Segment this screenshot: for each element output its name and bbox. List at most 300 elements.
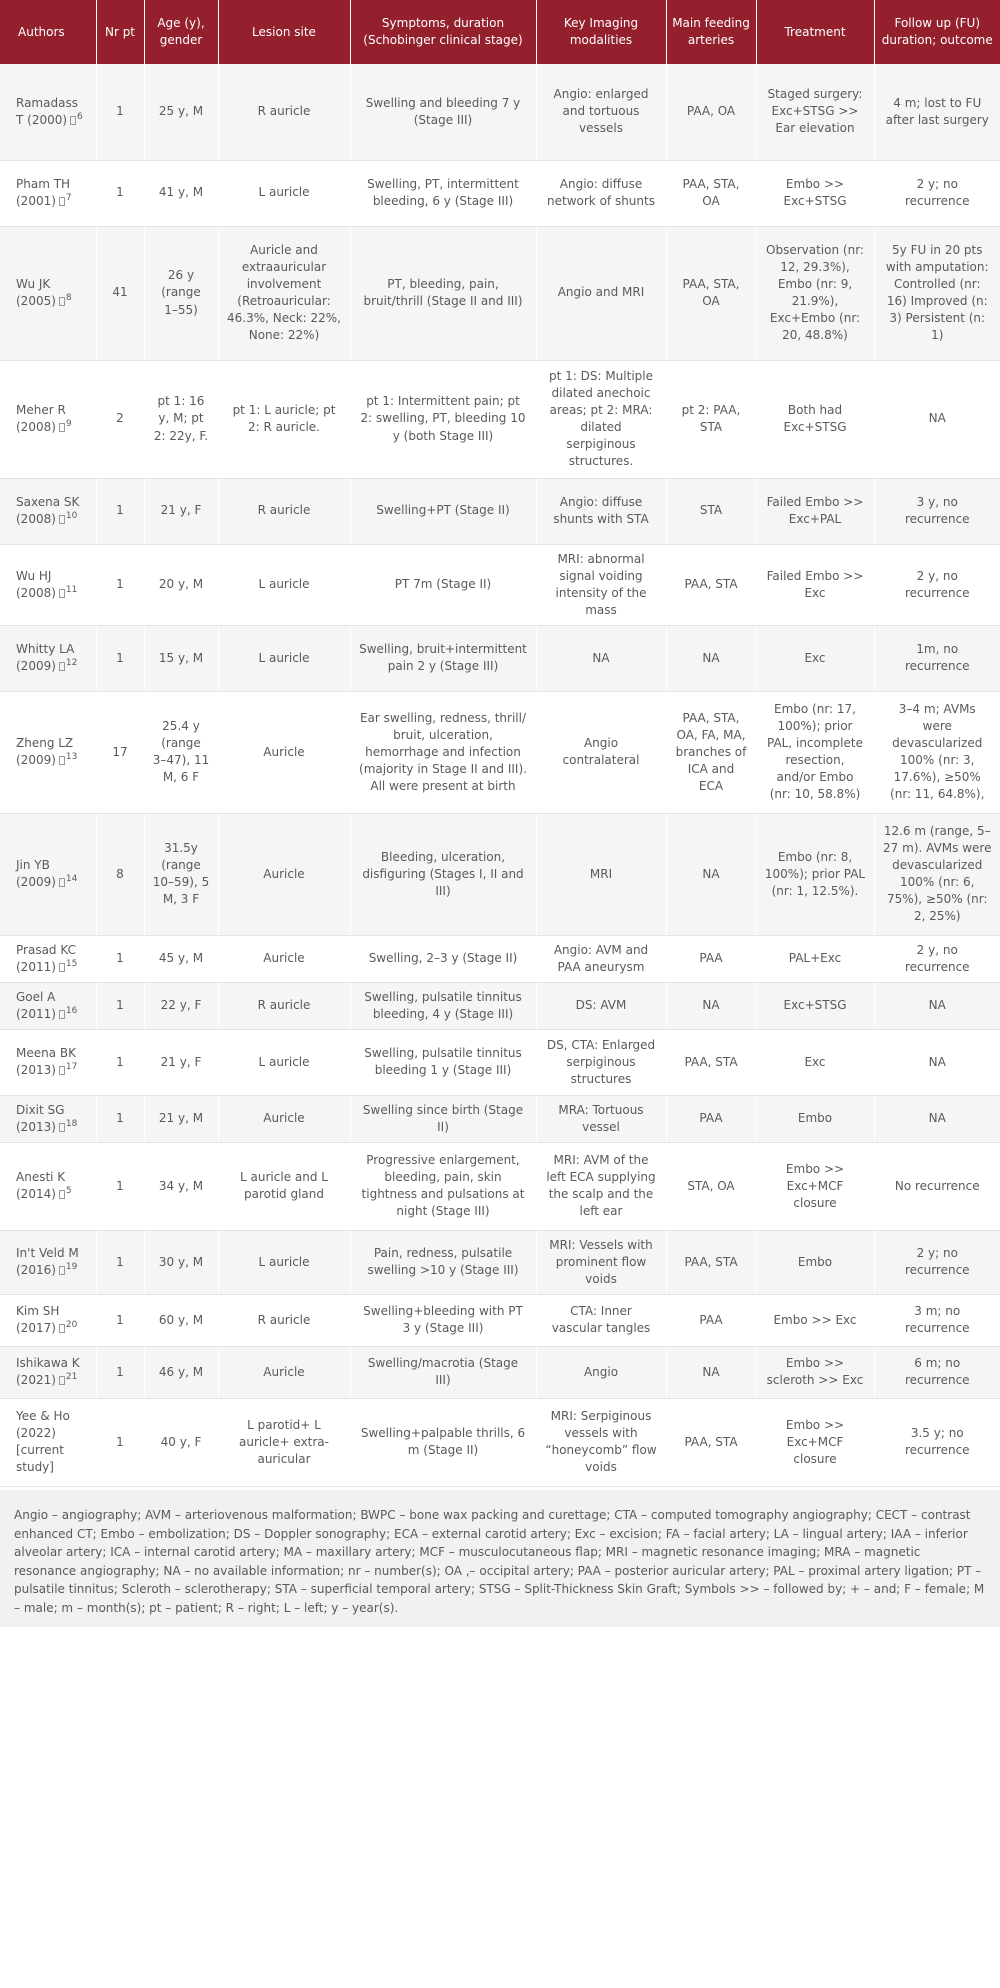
reference-link-icon[interactable] xyxy=(59,297,65,306)
site-text: L auricle xyxy=(258,1254,310,1269)
table-row xyxy=(0,1346,1000,1398)
author-text: Ishikawa K (2021) xyxy=(16,1356,80,1388)
arteries-text: PAA, STA, OA xyxy=(682,276,740,308)
cell-site xyxy=(218,1346,350,1398)
site-text: L parotid+ L auricle+ extra-auricular xyxy=(238,1417,329,1466)
cell-symptoms xyxy=(350,1142,536,1230)
table-row xyxy=(0,226,1000,360)
cell-nr xyxy=(96,1095,144,1142)
cell-followup xyxy=(874,1294,1000,1346)
cell-followup xyxy=(874,935,1000,982)
table-header-row xyxy=(0,0,1000,64)
cell-followup xyxy=(874,544,1000,625)
cell-treatment xyxy=(756,935,874,982)
cell-site xyxy=(218,226,350,360)
reference-link-icon[interactable] xyxy=(59,878,65,887)
reference-link-icon[interactable] xyxy=(59,963,65,972)
arteries-text: PAA, OA xyxy=(686,104,736,119)
cell-author xyxy=(0,64,96,160)
followup-text: 2 y; no recurrence xyxy=(904,1246,970,1278)
symptoms-text: Swelling since birth (Stage II) xyxy=(362,1102,524,1134)
followup-text: 2 y; no recurrence xyxy=(904,176,970,208)
imaging-text: Angio: diffuse shunts with STA xyxy=(553,494,649,526)
reference-number[interactable]: 15 xyxy=(65,958,78,969)
cell-symptoms xyxy=(350,691,536,813)
cell-treatment xyxy=(756,226,874,360)
table-row xyxy=(0,625,1000,691)
treatment-text: Embo xyxy=(797,1254,833,1269)
nr-text: 1 xyxy=(116,1178,124,1193)
reference-number[interactable]: 20 xyxy=(65,1320,78,1331)
nr-text: 1 xyxy=(116,1434,124,1449)
nr-text: 8 xyxy=(116,866,124,881)
cell-arteries xyxy=(666,1294,756,1346)
cell-imaging xyxy=(536,478,666,544)
cell-author xyxy=(0,1142,96,1230)
cell-site xyxy=(218,1142,350,1230)
cell-followup xyxy=(874,1398,1000,1486)
followup-text: 4 m; lost to FU after last surgery xyxy=(885,95,989,127)
cell-age xyxy=(144,935,218,982)
cell-symptoms xyxy=(350,1398,536,1486)
table-row xyxy=(0,544,1000,625)
reference-number[interactable]: 6 xyxy=(77,111,83,122)
reference-link-icon[interactable] xyxy=(59,1066,65,1075)
symptoms-text: Swelling+bleeding with PT 3 y (Stage III) xyxy=(363,1304,523,1336)
cell-site xyxy=(218,691,350,813)
age-text: 34 y, M xyxy=(158,1178,204,1193)
cell-author xyxy=(0,691,96,813)
imaging-text: MRI: Vessels with prominent flow voids xyxy=(549,1237,653,1286)
site-text: R auricle xyxy=(257,1312,311,1327)
cell-imaging xyxy=(536,813,666,935)
reference-number[interactable]: 11 xyxy=(65,584,78,595)
author-text: Wu HJ (2008) xyxy=(16,568,56,600)
symptoms-text: Swelling/macrotia (Stage III) xyxy=(367,1356,519,1388)
age-text: 15 y, M xyxy=(158,650,204,665)
cell-arteries xyxy=(666,1029,756,1095)
author-text: Anesti K (2014) xyxy=(16,1170,66,1202)
cell-site xyxy=(218,64,350,160)
cell-symptoms xyxy=(350,226,536,360)
arteries-text: NA xyxy=(702,650,720,665)
reference-link-icon[interactable] xyxy=(59,756,65,765)
reference-link-icon[interactable] xyxy=(59,1266,65,1275)
cell-arteries xyxy=(666,64,756,160)
arteries-text: PAA, STA, OA, FA, MA, branches of ICA and ECA xyxy=(675,710,747,793)
nr-text: 1 xyxy=(116,1364,124,1379)
reference-link-icon[interactable] xyxy=(59,662,65,671)
cell-symptoms xyxy=(350,64,536,160)
site-text: R auricle xyxy=(257,104,311,119)
cell-arteries xyxy=(666,691,756,813)
cell-symptoms xyxy=(350,544,536,625)
cell-symptoms xyxy=(350,360,536,478)
symptoms-text: Swelling, bruit+intermittent pain 2 y (Stage III) xyxy=(359,642,527,674)
age-text: 45 y, M xyxy=(158,951,204,966)
reference-number[interactable]: 10 xyxy=(65,511,78,521)
cell-imaging xyxy=(536,1230,666,1294)
cell-age xyxy=(144,1294,218,1346)
header-symptoms: Symptoms, duration (Schobinger clinical stage) xyxy=(350,0,536,64)
reference-number[interactable]: 9 xyxy=(65,419,72,429)
imaging-text: DS, CTA: Enlarged serpiginous structures xyxy=(546,1037,656,1086)
arteries-text: PAA xyxy=(699,1312,723,1327)
reference-number[interactable]: 12 xyxy=(65,658,78,669)
cell-age xyxy=(144,625,218,691)
imaging-text: MRI: abnormal signal voiding intensity of the mass xyxy=(555,551,647,617)
table-row xyxy=(0,982,1000,1029)
cell-treatment xyxy=(756,1029,874,1095)
cell-symptoms xyxy=(350,1294,536,1346)
cell-treatment xyxy=(756,1095,874,1142)
cell-site xyxy=(218,982,350,1029)
table-row xyxy=(0,1029,1000,1095)
cell-treatment xyxy=(756,691,874,813)
cell-followup xyxy=(874,982,1000,1029)
cell-author xyxy=(0,544,96,625)
reference-link-icon[interactable] xyxy=(59,1123,65,1132)
header-follow-up: Follow up (FU) duration; outcome xyxy=(874,0,1000,64)
table-row xyxy=(0,1294,1000,1346)
header-lesion-site: Lesion site xyxy=(218,0,350,64)
arteries-text: PAA, STA xyxy=(684,1054,738,1069)
cell-followup xyxy=(874,1230,1000,1294)
nr-text: 1 xyxy=(116,577,124,592)
followup-text: 3.5 y; no recurrence xyxy=(904,1426,970,1458)
treatment-text: Failed Embo >> Exc+PAL xyxy=(766,494,864,526)
author-text: Saxena SK (2008) xyxy=(16,494,80,526)
imaging-text: pt 1: DS: Multiple dilated anechoic areas; pt 2: MRA: dilated serpiginous structures. xyxy=(548,368,653,469)
cell-age xyxy=(144,64,218,160)
cell-followup xyxy=(874,813,1000,935)
reference-number[interactable]: 8 xyxy=(65,293,72,303)
symptoms-text: Swelling, PT, intermittent bleeding, 6 y (Stage III) xyxy=(367,176,519,208)
cell-followup xyxy=(874,1029,1000,1095)
cell-symptoms xyxy=(350,625,536,691)
cell-treatment xyxy=(756,1398,874,1486)
cell-site xyxy=(218,1029,350,1095)
cell-age xyxy=(144,160,218,226)
followup-text: 3–4 m; AVMs were devascularized 100% (nr: 3, 17.6%), ≥50% (nr: 11, 64.8%), xyxy=(890,702,985,802)
cell-arteries xyxy=(666,982,756,1029)
site-text: Auricle xyxy=(263,744,305,759)
cell-site xyxy=(218,1398,350,1486)
author-text: Meena BK (2013) xyxy=(16,1046,76,1078)
cell-followup xyxy=(874,160,1000,226)
age-text: 30 y, M xyxy=(158,1254,204,1269)
cell-treatment xyxy=(756,1142,874,1230)
reference-link-icon[interactable] xyxy=(59,423,65,432)
cell-symptoms xyxy=(350,813,536,935)
reference-number[interactable]: 19 xyxy=(65,1262,78,1273)
cell-nr xyxy=(96,1346,144,1398)
cell-arteries xyxy=(666,813,756,935)
arteries-text: PAA xyxy=(699,951,723,966)
nr-text: 1 xyxy=(116,1312,124,1327)
author-text: Jin YB (2009) xyxy=(16,858,56,890)
cell-imaging xyxy=(536,64,666,160)
symptoms-text: Progressive enlargement, bleeding, pain, skin tightness and pulsations at night (Stage III) xyxy=(361,1153,525,1219)
cell-imaging xyxy=(536,1095,666,1142)
site-text: L auricle xyxy=(258,577,310,592)
treatment-text: Embo (nr: 17, 100%); prior PAL, incomplete resection, and/or Embo (nr: 10, 58.8%) xyxy=(767,702,863,802)
age-text: 25.4 y (range 3–47), 11 M, 6 F xyxy=(152,719,210,785)
cell-followup xyxy=(874,478,1000,544)
arteries-text: STA xyxy=(699,503,723,518)
imaging-text: Angio and MRI xyxy=(557,285,645,300)
cell-treatment xyxy=(756,1294,874,1346)
cell-author xyxy=(0,625,96,691)
arteries-text: pt 2: PAA, STA xyxy=(681,402,741,434)
cell-site xyxy=(218,160,350,226)
cell-followup xyxy=(874,625,1000,691)
reference-number[interactable]: 5 xyxy=(65,1186,72,1197)
cell-arteries xyxy=(666,544,756,625)
followup-text: 12.6 m (range, 5–27 m). AVMs were devascularized 100% (nr: 6, 75%), ≥50% (nr: 2, 25%) xyxy=(883,824,992,924)
cell-age xyxy=(144,478,218,544)
reference-number[interactable]: 13 xyxy=(65,752,78,763)
cell-site xyxy=(218,544,350,625)
reference-number[interactable]: 17 xyxy=(65,1062,78,1073)
site-text: Auricle xyxy=(263,866,305,881)
cell-site xyxy=(218,1294,350,1346)
cell-arteries xyxy=(666,478,756,544)
cell-imaging xyxy=(536,1398,666,1486)
reference-number[interactable]: 21 xyxy=(65,1372,78,1383)
imaging-text: Angio: AVM and PAA aneurysm xyxy=(553,942,649,974)
reference-link-icon[interactable] xyxy=(70,116,76,125)
cell-site xyxy=(218,813,350,935)
table-body xyxy=(0,64,1000,1486)
cell-site xyxy=(218,360,350,478)
cell-arteries xyxy=(666,360,756,478)
cell-nr xyxy=(96,1398,144,1486)
reference-link-icon[interactable] xyxy=(59,515,65,524)
table-footnote: Angio – angiography; AVM – arteriovenous malformation; BWPC – bone wax packing and curettage; CTA – computed tomography angiography; CECT – contrast enhanced CT; Embo – embolization; DS – Doppler sonography; ECA – external carotid artery; Exc – excision; FA – facial artery; LA – lingual artery; IAA – inferior alveolar artery; ICA – internal carotid artery; MA – maxillary artery; MCF – musculocutaneous flap; MRI – magnetic resonance imaging; MRA – magnetic resonance angiography; NA – no available information; nr – number(s); OA ,– occipital artery; PAA – posterior auricular artery; PAL – proximal artery ligation; PT – pulsatile tinnitus; Scleroth – sclerotherapy; STA – superficial temporal artery; STSG – Split-Thickness Skin Graft; Symbols >> – followed by; + – and; F – female; M – male; m – month(s); pt – patient; R – right; L – left; y – year(s). xyxy=(0,1490,1000,1628)
table-row xyxy=(0,935,1000,982)
cell-site xyxy=(218,1095,350,1142)
table-row xyxy=(0,360,1000,478)
nr-text: 1 xyxy=(116,998,124,1013)
cell-arteries xyxy=(666,625,756,691)
header-treatment: Treatment xyxy=(756,0,874,64)
treatment-text: Embo >> scleroth >> Exc xyxy=(766,1356,864,1388)
treatment-text: Embo (nr: 8, 100%); prior PAL (nr: 1, 12.5%). xyxy=(764,849,866,898)
treatment-text: Failed Embo >> Exc xyxy=(766,568,864,600)
cell-author xyxy=(0,1029,96,1095)
cell-imaging xyxy=(536,226,666,360)
followup-text: 3 m; no recurrence xyxy=(904,1304,970,1336)
arteries-text: PAA, STA xyxy=(684,1434,738,1449)
symptoms-text: PT 7m (Stage II) xyxy=(394,577,492,592)
nr-text: 1 xyxy=(116,503,124,518)
cell-author xyxy=(0,813,96,935)
cell-imaging xyxy=(536,1294,666,1346)
site-text: Auricle and extraauricular involvement (Retroauricular: 46.3%, Neck: 22%, None: 22%) xyxy=(227,242,341,343)
reference-number[interactable]: 14 xyxy=(65,874,78,885)
reference-link-icon[interactable] xyxy=(59,197,65,206)
symptoms-text: Swelling, pulsatile tinnitus bleeding 1 y (Stage III) xyxy=(364,1046,522,1078)
cell-treatment xyxy=(756,1230,874,1294)
cell-nr xyxy=(96,360,144,478)
table-row xyxy=(0,1398,1000,1486)
cell-author xyxy=(0,935,96,982)
cell-site xyxy=(218,625,350,691)
age-text: 40 y, F xyxy=(160,1434,202,1449)
author-text: Dixit SG (2013) xyxy=(16,1102,65,1134)
cell-imaging xyxy=(536,1142,666,1230)
imaging-text: Angio: diffuse network of shunts xyxy=(547,176,655,208)
cell-imaging xyxy=(536,160,666,226)
cell-followup xyxy=(874,1346,1000,1398)
imaging-text: MRI xyxy=(589,866,613,881)
symptoms-text: Swelling and bleeding 7 y (Stage III) xyxy=(365,95,521,127)
cell-author xyxy=(0,1230,96,1294)
site-text: Auricle xyxy=(263,1364,305,1379)
reference-number[interactable]: 16 xyxy=(65,1005,78,1016)
nr-text: 17 xyxy=(112,744,128,759)
treatment-text: Exc xyxy=(804,650,826,665)
cell-treatment xyxy=(756,544,874,625)
cell-imaging xyxy=(536,1346,666,1398)
reference-link-icon[interactable] xyxy=(59,1324,65,1333)
nr-text: 2 xyxy=(116,411,124,426)
cell-nr xyxy=(96,691,144,813)
cell-age xyxy=(144,691,218,813)
author-text: Yee & Ho (2022) [current study] xyxy=(16,1409,70,1475)
table-row xyxy=(0,813,1000,935)
cell-author xyxy=(0,360,96,478)
age-text: pt 1: 16 y, M; pt 2: 22y, F. xyxy=(153,394,209,443)
nr-text: 1 xyxy=(116,185,124,200)
cell-arteries xyxy=(666,935,756,982)
cell-nr xyxy=(96,813,144,935)
cell-followup xyxy=(874,64,1000,160)
symptoms-text: Swelling+palpable thrills, 6 m (Stage II) xyxy=(360,1426,526,1458)
table-row xyxy=(0,64,1000,160)
treatment-text: Embo >> Exc+MCF closure xyxy=(785,1417,845,1466)
cell-site xyxy=(218,935,350,982)
site-text: Auricle xyxy=(263,951,305,966)
imaging-text: MRI: Serpiginous vessels with “honeycomb” flow voids xyxy=(545,1409,657,1475)
reference-link-icon[interactable] xyxy=(59,1190,65,1199)
age-text: 20 y, M xyxy=(158,577,204,592)
symptoms-text: Swelling, pulsatile tinnitus bleeding, 4 y (Stage III) xyxy=(364,989,522,1021)
site-text: R auricle xyxy=(257,503,311,518)
table-row xyxy=(0,1230,1000,1294)
cell-nr xyxy=(96,1142,144,1230)
age-text: 25 y, M xyxy=(158,104,204,119)
cell-arteries xyxy=(666,1346,756,1398)
cell-author xyxy=(0,160,96,226)
reference-link-icon[interactable] xyxy=(59,1376,65,1385)
treatment-text: Embo xyxy=(797,1111,833,1126)
symptoms-text: Ear swelling, redness, thrill/ bruit, ulceration, hemorrhage and infection (majority in Stage II and III). All were present at birth xyxy=(359,710,527,793)
cell-followup xyxy=(874,1095,1000,1142)
cell-imaging xyxy=(536,1029,666,1095)
cell-age xyxy=(144,982,218,1029)
author-text: Ramadass T (2000) xyxy=(16,95,78,127)
reference-number[interactable]: 7 xyxy=(65,193,72,203)
reference-number[interactable]: 18 xyxy=(65,1118,78,1129)
cell-followup xyxy=(874,226,1000,360)
nr-text: 1 xyxy=(116,1111,124,1126)
age-text: 21 y, F xyxy=(160,1054,202,1069)
cell-arteries xyxy=(666,1398,756,1486)
imaging-text: MRI: AVM of the left ECA supplying the scalp and the left ear xyxy=(546,1153,656,1219)
cell-treatment xyxy=(756,813,874,935)
header-feeding-arteries: Main feeding arteries xyxy=(666,0,756,64)
age-text: 26 y (range 1–55) xyxy=(161,268,201,317)
table-row xyxy=(0,1142,1000,1230)
arteries-text: PAA, STA, OA xyxy=(682,176,740,208)
imaging-text: Angio: enlarged and tortuous vessels xyxy=(553,87,649,136)
followup-text: 2 y, no recurrence xyxy=(904,568,970,600)
cell-imaging xyxy=(536,935,666,982)
cell-treatment xyxy=(756,478,874,544)
cell-arteries xyxy=(666,160,756,226)
site-text: L auricle xyxy=(258,185,310,200)
cell-arteries xyxy=(666,1095,756,1142)
cell-imaging xyxy=(536,544,666,625)
imaging-text: NA xyxy=(592,650,610,665)
author-text: Whitty LA (2009) xyxy=(16,642,75,674)
cell-author xyxy=(0,1346,96,1398)
author-text: In't Veld M (2016) xyxy=(16,1246,79,1278)
author-text: Prasad KC (2011) xyxy=(16,942,76,974)
reference-link-icon[interactable] xyxy=(59,589,65,598)
header-age-gender: Age (y), gender xyxy=(144,0,218,64)
symptoms-text: Bleeding, ulceration, disfiguring (Stages I, II and III) xyxy=(362,849,524,898)
reference-link-icon[interactable] xyxy=(59,1010,65,1019)
cell-nr xyxy=(96,544,144,625)
cell-age xyxy=(144,1029,218,1095)
followup-text: 6 m; no recurrence xyxy=(904,1356,970,1388)
cell-symptoms xyxy=(350,478,536,544)
cell-nr xyxy=(96,982,144,1029)
cell-treatment xyxy=(756,982,874,1029)
cell-symptoms xyxy=(350,935,536,982)
cell-age xyxy=(144,226,218,360)
cell-treatment xyxy=(756,1346,874,1398)
cell-age xyxy=(144,1142,218,1230)
cell-nr xyxy=(96,625,144,691)
cell-age xyxy=(144,1230,218,1294)
age-text: 21 y, M xyxy=(158,1111,204,1126)
age-text: 31.5y (range 10–59), 5 M, 3 F xyxy=(152,841,210,907)
site-text: Auricle xyxy=(263,1111,305,1126)
cell-age xyxy=(144,1398,218,1486)
cell-author xyxy=(0,226,96,360)
cell-author xyxy=(0,982,96,1029)
age-text: 22 y, F xyxy=(160,998,202,1013)
arteries-text: PAA, STA xyxy=(684,577,738,592)
arteries-text: PAA xyxy=(699,1111,723,1126)
nr-text: 41 xyxy=(112,285,128,300)
cell-author xyxy=(0,478,96,544)
cell-followup xyxy=(874,691,1000,813)
cell-symptoms xyxy=(350,160,536,226)
cell-nr xyxy=(96,160,144,226)
table-row xyxy=(0,160,1000,226)
cell-arteries xyxy=(666,1230,756,1294)
site-text: pt 1: L auricle; pt 2: R auricle. xyxy=(232,402,336,434)
followup-text: No recurrence xyxy=(894,1178,980,1193)
cell-treatment xyxy=(756,64,874,160)
cell-imaging xyxy=(536,982,666,1029)
imaging-text: DS: AVM xyxy=(575,998,627,1013)
